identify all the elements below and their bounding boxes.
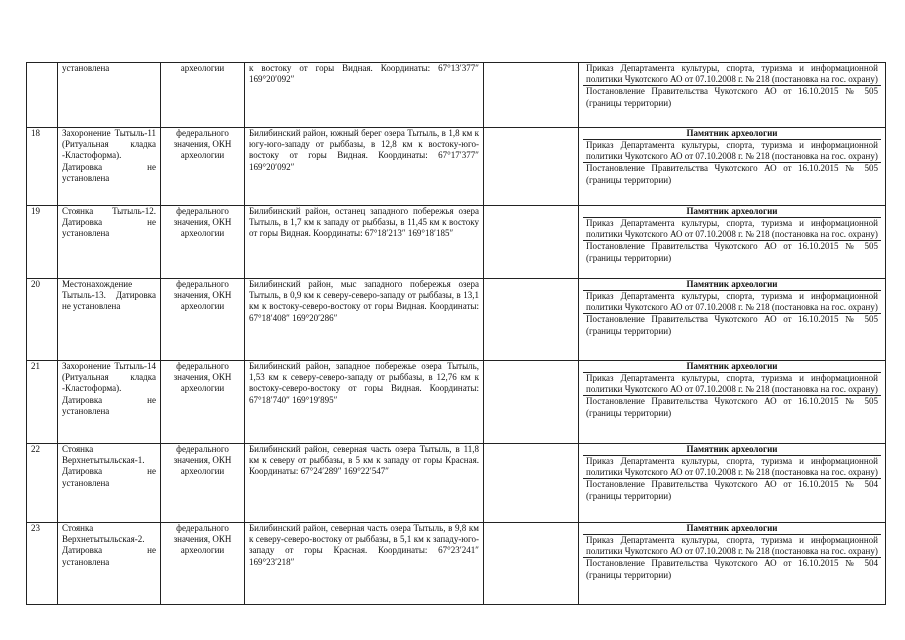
heritage-register-table — [26, 62, 886, 605]
decree-document: Постановление Правительства Чукотского АО от 16.10.2015 № 505 (границы территории) — [586, 86, 878, 108]
object-location: Билибинский район, северная часть озера Тытыль, в 9,8 км к северу-северо-востоку от рыббазы, в 5,1 км к западу-юго-западу от горы Красная. Координаты: 67°23′241″ 169°23′218″ — [245, 523, 484, 605]
order-document: Приказ Департамента культуры, спорта, туризма и информационной политики Чукотского АО от 07.10.2008 г. № 218 (постановка на гос. охрану) — [583, 291, 881, 314]
object-category: археологии — [161, 63, 245, 128]
decree-document: Постановление Правительства Чукотского АО от 16.10.2015 № 504 (границы территории) — [586, 558, 878, 580]
table-row — [27, 361, 886, 444]
object-name: Стоянка Верхнетытыльская-2. Датировка не установлена — [58, 523, 161, 605]
row-number: 23 — [27, 523, 58, 605]
empty-cell — [484, 444, 579, 523]
order-document: Приказ Департамента культуры, спорта, туризма и информационной политики Чукотского АО от 07.10.2008 г. № 218 (постановка на гос. охрану) — [583, 456, 881, 479]
order-document: Приказ Департамента культуры, спорта, туризма и информационной политики Чукотского АО от 07.10.2008 г. № 218 (постановка на гос. охрану) — [583, 535, 881, 558]
order-document: Приказ Департамента культуры, спорта, туризма и информационной политики Чукотского АО от 07.10.2008 г. № 218 (постановка на гос. охрану) — [583, 218, 881, 241]
object-name: Захоронение Тытыль-11 (Ритуальная кладка -Кластоформа). Датировка не установлена — [58, 128, 161, 206]
object-name: Стоянка Верхнетытыльская-1. Датировка не установлена — [58, 444, 161, 523]
object-category: федерального значения, ОКН археологии — [161, 523, 245, 605]
table-row — [27, 206, 886, 279]
empty-cell — [484, 206, 579, 279]
table-row — [27, 63, 886, 128]
object-category: федерального значения, ОКН археологии — [161, 279, 245, 361]
object-category: федерального значения, ОКН археологии — [161, 361, 245, 444]
empty-cell — [484, 523, 579, 605]
order-document: Приказ Департамента культуры, спорта, туризма и информационной политики Чукотского АО от 07.10.2008 г. № 218 (постановка на гос. охрану) — [583, 373, 881, 396]
object-category: федерального значения, ОКН археологии — [161, 128, 245, 206]
object-name: установлена — [58, 63, 161, 128]
status-label: Памятник археологии — [583, 279, 881, 291]
object-name: Захоронение Тытыль-14 (Ритуальная кладка -Кластоформа). Датировка не установлена — [58, 361, 161, 444]
decree-document: Постановление Правительства Чукотского АО от 16.10.2015 № 505 (границы территории) — [586, 241, 878, 263]
documents-cell — [579, 63, 886, 128]
empty-cell — [484, 279, 579, 361]
documents-cell — [579, 361, 886, 444]
empty-cell — [484, 63, 579, 128]
table-row — [27, 279, 886, 361]
status-label: Памятник археологии — [583, 206, 881, 218]
status-label: Памятник археологии — [583, 444, 881, 456]
object-location: к востоку от горы Видная. Координаты: 67°13′377″ 169°20′092″ — [245, 63, 484, 128]
table-body — [27, 63, 886, 605]
documents-cell — [579, 128, 886, 206]
object-location: Билибинский район, западное побережье озера Тытыль, 1,53 км к северу-северо-западу от рыббазы, в 12,76 км к востоку-северо-востоку от горы Видная. Координаты: 67°18′740″ 169°19′895″ — [245, 361, 484, 444]
decree-document: Постановление Правительства Чукотского АО от 16.10.2015 № 505 (границы территории) — [586, 396, 878, 418]
row-number: 22 — [27, 444, 58, 523]
decree-document: Постановление Правительства Чукотского АО от 16.10.2015 № 505 (границы территории) — [586, 314, 878, 336]
documents-cell — [579, 206, 886, 279]
empty-cell — [484, 361, 579, 444]
row-number: 21 — [27, 361, 58, 444]
object-name: Местонахождение Тытыль-13. Датировка не установлена — [58, 279, 161, 361]
documents-cell — [579, 523, 886, 605]
order-document: Приказ Департамента культуры, спорта, туризма и информационной политики Чукотского АО от 07.10.2008 г. № 218 (постановка на гос. охрану) — [583, 63, 881, 86]
empty-cell — [484, 128, 579, 206]
decree-document: Постановление Правительства Чукотского АО от 16.10.2015 № 504 (границы территории) — [586, 479, 878, 501]
row-number: 19 — [27, 206, 58, 279]
order-document: Приказ Департамента культуры, спорта, туризма и информационной политики Чукотского АО от 07.10.2008 г. № 218 (постановка на гос. охрану) — [583, 140, 881, 163]
object-location: Билибинский район, южный берег озера Тытыль, в 1,8 км к югу-юго-западу от рыббазы, в 12,8 км к востоку-юго-востоку от горы Видная. Координаты: 67°17′377″ 169°20′092″ — [245, 128, 484, 206]
object-name: Стоянка Тытыль-12. Датировка не установлена — [58, 206, 161, 279]
object-location: Билибинский район, северная часть озера Тытыль, в 11,8 км к северу от рыббазы, в 5 км к западу от горы Красная. Координаты: 67°24′289″ 169°22′547″ — [245, 444, 484, 523]
object-category: федерального значения, ОКН археологии — [161, 444, 245, 523]
table-row — [27, 444, 886, 523]
table-row — [27, 523, 886, 605]
object-location: Билибинский район, останец западного побережья озера Тытыль, в 1,7 км к западу от рыббазы, в 11,45 км к востоку от горы Видная. Координаты: 67°18′213″ 169°18′185″ — [245, 206, 484, 279]
status-label: Памятник археологии — [583, 128, 881, 140]
documents-cell — [579, 444, 886, 523]
object-location: Билибинский район, мыс западного побережья озера Тытыль, в 0,9 км к северу-северо-западу от рыббазы, в 13,1 км к востоку-северо-востоку от горы Видная. Координаты: 67°18′408″ 169°20′286″ — [245, 279, 484, 361]
object-category: федерального значения, ОКН археологии — [161, 206, 245, 279]
status-label: Памятник археологии — [583, 523, 881, 535]
status-label: Памятник археологии — [583, 361, 881, 373]
row-number — [27, 63, 58, 128]
documents-cell — [579, 279, 886, 361]
row-number: 18 — [27, 128, 58, 206]
row-number: 20 — [27, 279, 58, 361]
table-row — [27, 128, 886, 206]
decree-document: Постановление Правительства Чукотского АО от 16.10.2015 № 505 (границы территории) — [586, 163, 878, 185]
